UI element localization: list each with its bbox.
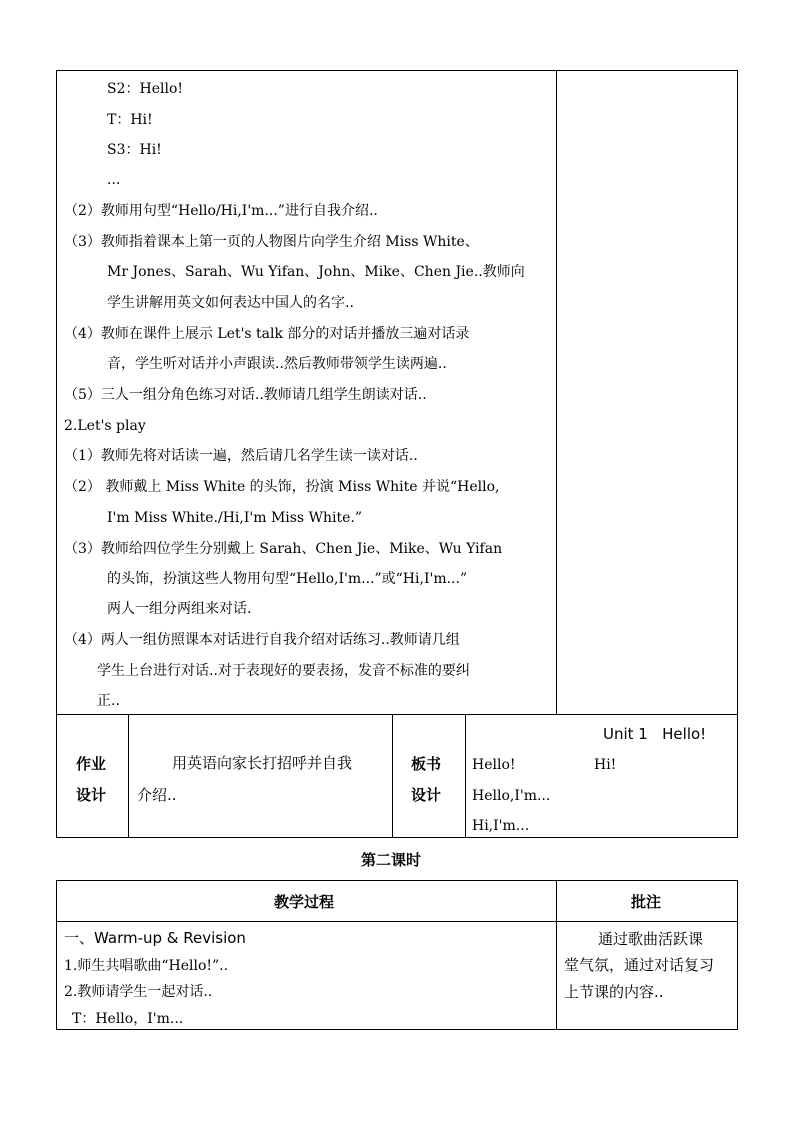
board-line: Hi,I'm... [472,818,530,834]
hw-divider-2 [392,714,393,838]
process-line: （1）教师先将对话读一遍，然后请几名学生读一读对话.. [64,448,418,464]
notes-column-divider [556,70,557,715]
process-line: （3）教师给四位学生分别戴上 Sarah、Chen Jie、Mike、Wu Yifan [64,541,503,557]
homework-row-divider [56,714,738,715]
process-line: 学生讲解用英文如何表达中国人的名字.. [107,295,354,311]
warmup-title: 一、Warm-up & Revision [64,929,246,947]
process-line: （2）教师用句型“Hello/Hi,I'm...”进行自我介绍.. [64,203,378,219]
board-line: Hello! [472,757,516,773]
hw-divider-1 [128,714,129,838]
process-line: S3：Hi! [107,142,162,158]
process-line: 音，学生听对话并小声跟读..然后教师带领学生读两遍.. [107,356,447,372]
process-line: I'm Miss White./Hi,I'm Miss White.” [107,510,362,526]
notes-header: 批注 [631,893,662,911]
note-line: 通过歌曲活跃课 [598,930,704,948]
section-title: 第二课时 [361,851,422,869]
board-line: Hi! [594,757,617,773]
process-line: （5）三人一组分角色练习对话..教师请几组学生朗读对话.. [64,387,427,403]
process-line: 正.. [97,693,120,709]
lesson2-header-divider [56,921,738,922]
process-line: Mr Jones、Sarah、Wu Yifan、John、Mike、Chen Jie..教师向 [107,264,525,280]
note-line: 上节课的内容.. [564,983,664,1001]
homework-text: 用英语向家长打招呼并自我 [172,754,353,772]
homework-label: 作业 [76,755,107,773]
lesson2-line: 1.师生共唱歌曲“Hello!”.. [64,958,229,974]
board-title: Unit 1 Hello! [603,725,707,743]
lesson2-column-divider [556,880,557,1030]
process-line: T：Hi! [107,112,153,128]
homework-text: 介绍.. [137,786,177,804]
lesson2-line: T：Hello，I'm... [72,1011,184,1027]
lesson2-line: 2.教师请学生一起对话.. [64,984,213,1000]
homework-label: 设计 [76,786,107,804]
process-line: （4）两人一组仿照课本对话进行自我介绍对话练习..教师请几组 [64,632,460,648]
process-header: 教学过程 [274,893,335,911]
board-label: 板书 [411,755,442,773]
process-line: 2.Let's play [64,418,146,434]
process-line: 的头饰，扮演这些人物用句型“Hello,I'm...”或“Hi,I'm...” [107,571,468,587]
process-line: ... [107,172,121,188]
process-line: （3）教师指着课本上第一页的人物图片向学生介绍 Miss White、 [64,234,479,250]
board-line: Hello,I'm... [472,788,551,804]
hw-divider-3 [465,714,466,838]
process-line: 两人一组分两组来对话. [107,601,252,617]
process-line: （2） 教师戴上 Miss White 的头饰，扮演 Miss White 并说“Hello, [64,479,500,495]
note-line: 堂气氛，通过对话复习 [564,956,715,974]
process-line: 学生上台进行对话..对于表现好的要表扬，发音不标准的要纠 [97,663,470,679]
board-label: 设计 [411,786,442,804]
process-line: S2：Hello! [107,81,184,97]
process-line: （4）教师在课件上展示 Let's talk 部分的对话并播放三遍对话录 [64,326,470,342]
